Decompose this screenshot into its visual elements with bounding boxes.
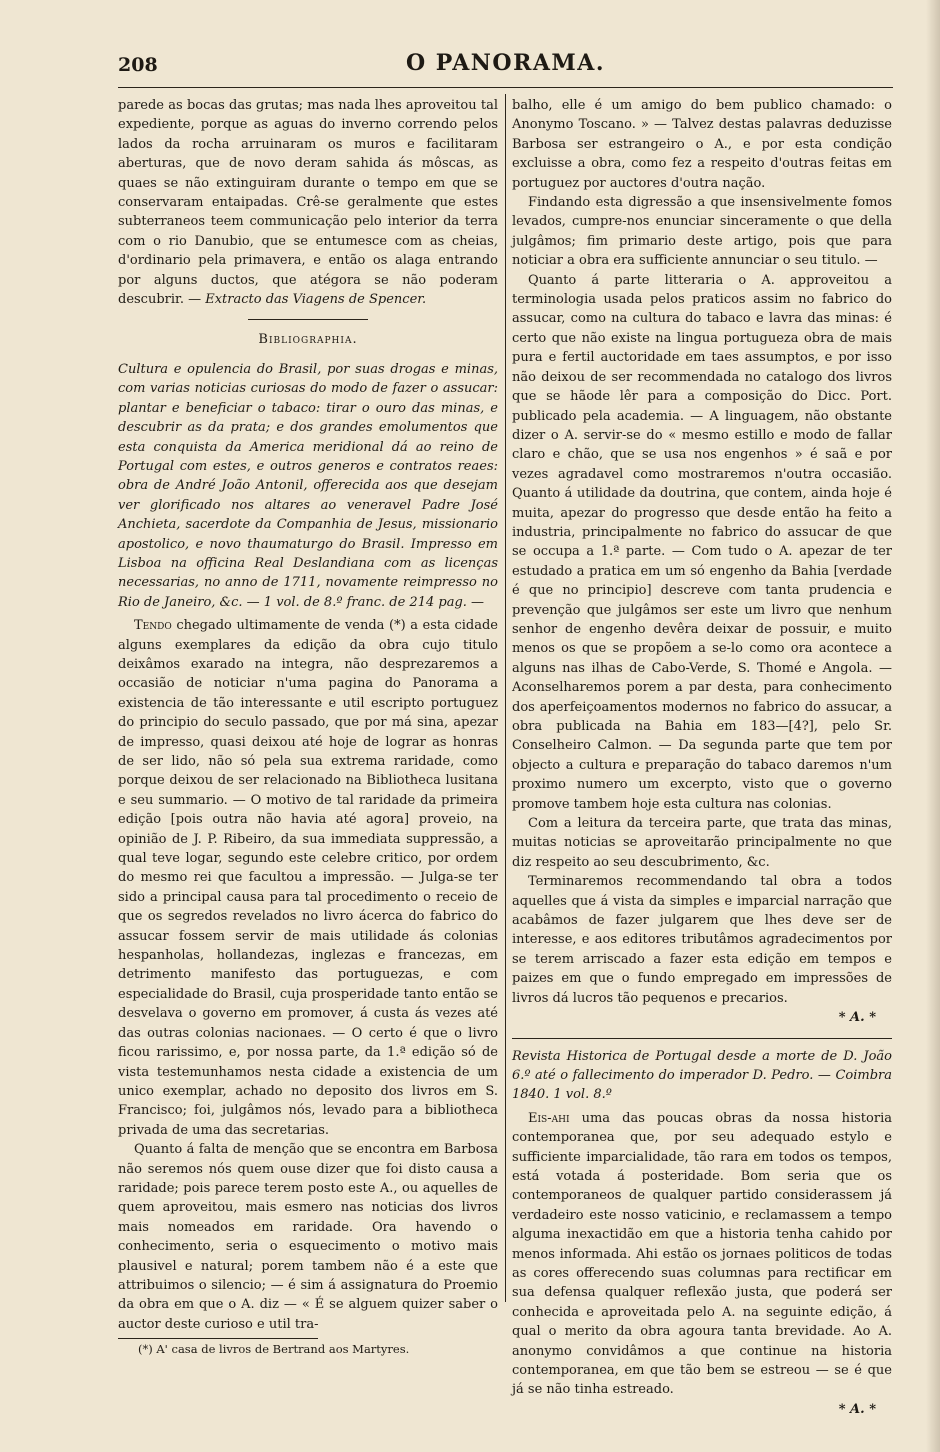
section-heading: Bibliographia. [258,332,358,348]
review-paragraph-1 [118,616,498,1140]
left-column [118,96,498,1357]
review-paragraph-6: Com a leitura da terceira parte, que trata das minas, muitas noticias se aproveitarão principalmente no que diz respeito ao seu descubrimento, &c. [512,816,892,870]
footnote-rule [118,1338,318,1339]
review-paragraph-2: Quanto á falta de menção que se encontra em Barbosa não seremos nós quem ouse dizer que foi disto causa a raridade; pois parece terem posto este A., ou aquelles de quem aproveitou, mais esmero nas noticias dos livros mais nomeados em raridade. Ora havendo o conhecimento, seria o esquecimento o motivo mais plausivel e natural; porem tambem não é a este que attribuimos o silencio; — é sim á assignatura do Proemio da obra em que o A. diz — « É se alguem quizer saber o auctor deste curioso e util tra- [118,1142,498,1332]
header-rule [118,87,893,88]
review-paragraph-3: balho, elle é um amigo do bem publico chamado: o Anonymo Toscano. » — Talvez destas palavras deduzisse Barbosa ser estrangeiro o A., e por esta condição excluisse a obra, como fez a respeito d'outras feitas em portuguez por auctores d'outra nação. [512,98,892,191]
lead-word-2: Eis-ahi [528,1110,570,1126]
right-column [512,96,892,1419]
article-rule [512,1038,892,1039]
review-paragraph-1-text: chegado ultimamente de venda (*) a esta cidade alguns exemplares da edição da obra cujo titulo deixâmos exarado na integra, não desprezaremos a occasião de noticiar n'uma pagina do Panorama a existencia de tão interessante e util escripto portuguez do principio do seculo passado, que por má sina, apezar de impresso, quasi deixou até hoje de lograr as honras de ser lido, não só pela sua extrema raridade, como porque deixou de ser relacionado na Bibliotheca lusitana e seu summario. — O motivo de tal raridade da primeira edição [pois outra não havia até agora] proveio, na opinião de J. P. Ribeiro, da sua immediata suppressão, a qual teve logar, segundo este celebre critico, por ordem do mesmo rei que facultou a impressão. — Julga-se ter sido a principal causa para tal procedimento o receio de que os segredos revelados no livro ácerca do fabrico do assucar fossem servir de mais utilidade ás colonias hespanholas, hollandezas, inglezas e francezas, em detrimento manifesto das portuguezas, e com especialidade do Brasil, cuja prosperidade tanto então se desvelava o governo em promover, á custa ás vezes até das outras colonias nacionaes. — O certo é que o livro ficou rarissimo, e, por nossa parte, da 1.ª edição só de vista testemunhamos nesta cidade a existencia de um unico exemplar, achado no deposito dos livros em S. Francisco; foi, julgâmos nós, levado para a bibliotheca privada de uma das secretarias. [118,618,498,1138]
intro-paragraph [118,96,498,309]
signature-2: * A. * [838,1401,876,1417]
review-paragraph-4: Findando esta digressão a que insensivelmente fomos levados, cumpre-nos enunciar sinceramente o que della julgâmos; fim primario deste artigo, pois que para noticiar a obra era sufficiente annunciar o seu titulo. — [512,195,892,269]
review-paragraph-8 [512,1109,892,1400]
signature-1: * A. * [838,1010,876,1026]
column-divider [505,94,506,1302]
footnote: (*) A' casa de livros de Bertrand aos Martyres. [138,1342,410,1357]
review-paragraph-5: Quanto á parte litteraria o A. approveitou a terminologia usada pelos praticos assim no fabrico do assucar, como na cultura do tabaco e lavra das minas: é certo que não existe na lingua portugueza obra de mais pura e fertil auctoridade em taes assumptos, e por isso não deixou de ser recommendada no catalogo dos livros que se hãode lêr para a composição do Dicc. Port. publicado pela academia. — A linguagem, não obstante dizer o A. servir-se do « mesmo estillo e modo de fallar claro e chão, que se usa nos engenhos » é saã e por vezes agradavel como mostraremos n'outra occasião. Quanto á utilidade da doutrina, que contem, ainda hoje é muita, apezar do progresso que desde então ha feito a industria, principalmente no fabrico do assucar de que se occupa a 1.ª parte. — Com tudo o A. apezar de ter estudado a pratica em um só engenho da Bahia [verdade é que no principio] descreve com tanta prudencia e prevenção que julgâmos ser este um livro que nenhum senhor de engenho devêra deixar de possuir, e muito menos os que se propõem a se-lo como ora acontece a alguns nas ilhas de Cabo-Verde, S. Thomé e Angola. — Aconselharemos porem a par desta, para conhecimento dos aperfeiçoamentos modernos no fabrico do assucar, a obra publicada na Bahia em 183—[4?], pelo Sr. Conselheiro Calmon. — Da segunda parte que tem por objecto a cultura e preparação do tabaco daremos n'um proximo numero um excerpto, visto que o governo promove tambem hoje esta cultura nas colonias. [512,272,892,812]
book-citation-2: Revista Historica de Portugal desde a morte de D. João 6.º até o fallecimento do imperador D. Pedro. — Coimbra 1840. 1 vol. 8.º [512,1048,892,1103]
intro-source: Extracto das Viagens de Spencer. [205,292,427,308]
review-paragraph-8-text: uma das poucas obras da nossa historia contemporanea que, por seu adequado estylo e sufficiente imparcialidade, tão rara em todos os tempos, está votada á posteridade. Bom seria que os contemporaneos de qualquer partido considerassem já verdadeiro este nosso vaticinio, e reclamassem a tempo alguma inexactidão em que a historia tenha cahido por menos informada. Ahi estão os jornaes politicos de todas as cores offerecendo suas columnas para rectificar em sua defensa qualquer reflexão justa, que poderá ser conhecida e aproveitada pelo A. na seguinte edição, á qual o merito da obra agoura tanta brevidade. Ao A. anonymo convidâmos a que continue na historia contemporanea, em que tão bem se estreou — se é que já se não tinha estreado. [512,1110,892,1398]
intro-text: parede as bocas das grutas; mas nada lhes aproveitou tal expediente, porque as aguas do inverno correndo pelos lados da rocha arruinaram os muros e facilitaram aberturas, que de novo deram sahida ás môscas, as quaes se não extinguiram durante o tempo em que se conservaram entaipadas. Crê-se geralmente que estes subterraneos teem communicação pelo interior da terra com o rio Danubio, que se entumesce com as cheias, d'ordinario pela primavera, e então os alaga entrando por alguns ductos, que atégora se não poderam descubrir. — [118,98,498,308]
running-title: O PANORAMA. [405,50,606,76]
lead-word: Tendo [134,618,172,634]
page-edge-shadow [926,0,940,1452]
section-rule [248,319,368,320]
review-paragraph-7: Terminaremos recommendando tal obra a todos aquelles que á vista da simples e imparcial narração que acabâmos de fazer julgarem que lhes deve ser de interesse, e aos editores tributâmos agradecimentos por se terem arriscado a fazer esta edição em tempos e paizes em que o fundo empregado em impressões de livros dá lucros tão pequenos e precarios. [512,874,892,1006]
page-header [118,50,893,86]
book-citation: Cultura e opulencia do Brasil, por suas drogas e minas, com varias noticias curiosas do modo de fazer o assucar: plantar e beneficiar o tabaco: tirar o ouro das minas, e descubrir as da prata; e dos grandes emolumentos que esta conquista da America meridional dá ao reino de Portugal com estes, e outros generos e contratos reaes: obra de André João Antonil, offerecida aos que desejam ver glorificado nos altares ao veneravel Padre José Anchieta, sacerdote da Companhia de Jesus, missionario apostolico, e novo thaumaturgo do Brasil. Impresso em Lisboa na officina Real Deslandiana com as licenças necessarias, no anno de 1711, novamente reimpresso no Rio de Janeiro, &c. — 1 vol. de 8.º franc. de 214 pag. — [118,361,498,610]
page-number: 208 [118,54,158,76]
